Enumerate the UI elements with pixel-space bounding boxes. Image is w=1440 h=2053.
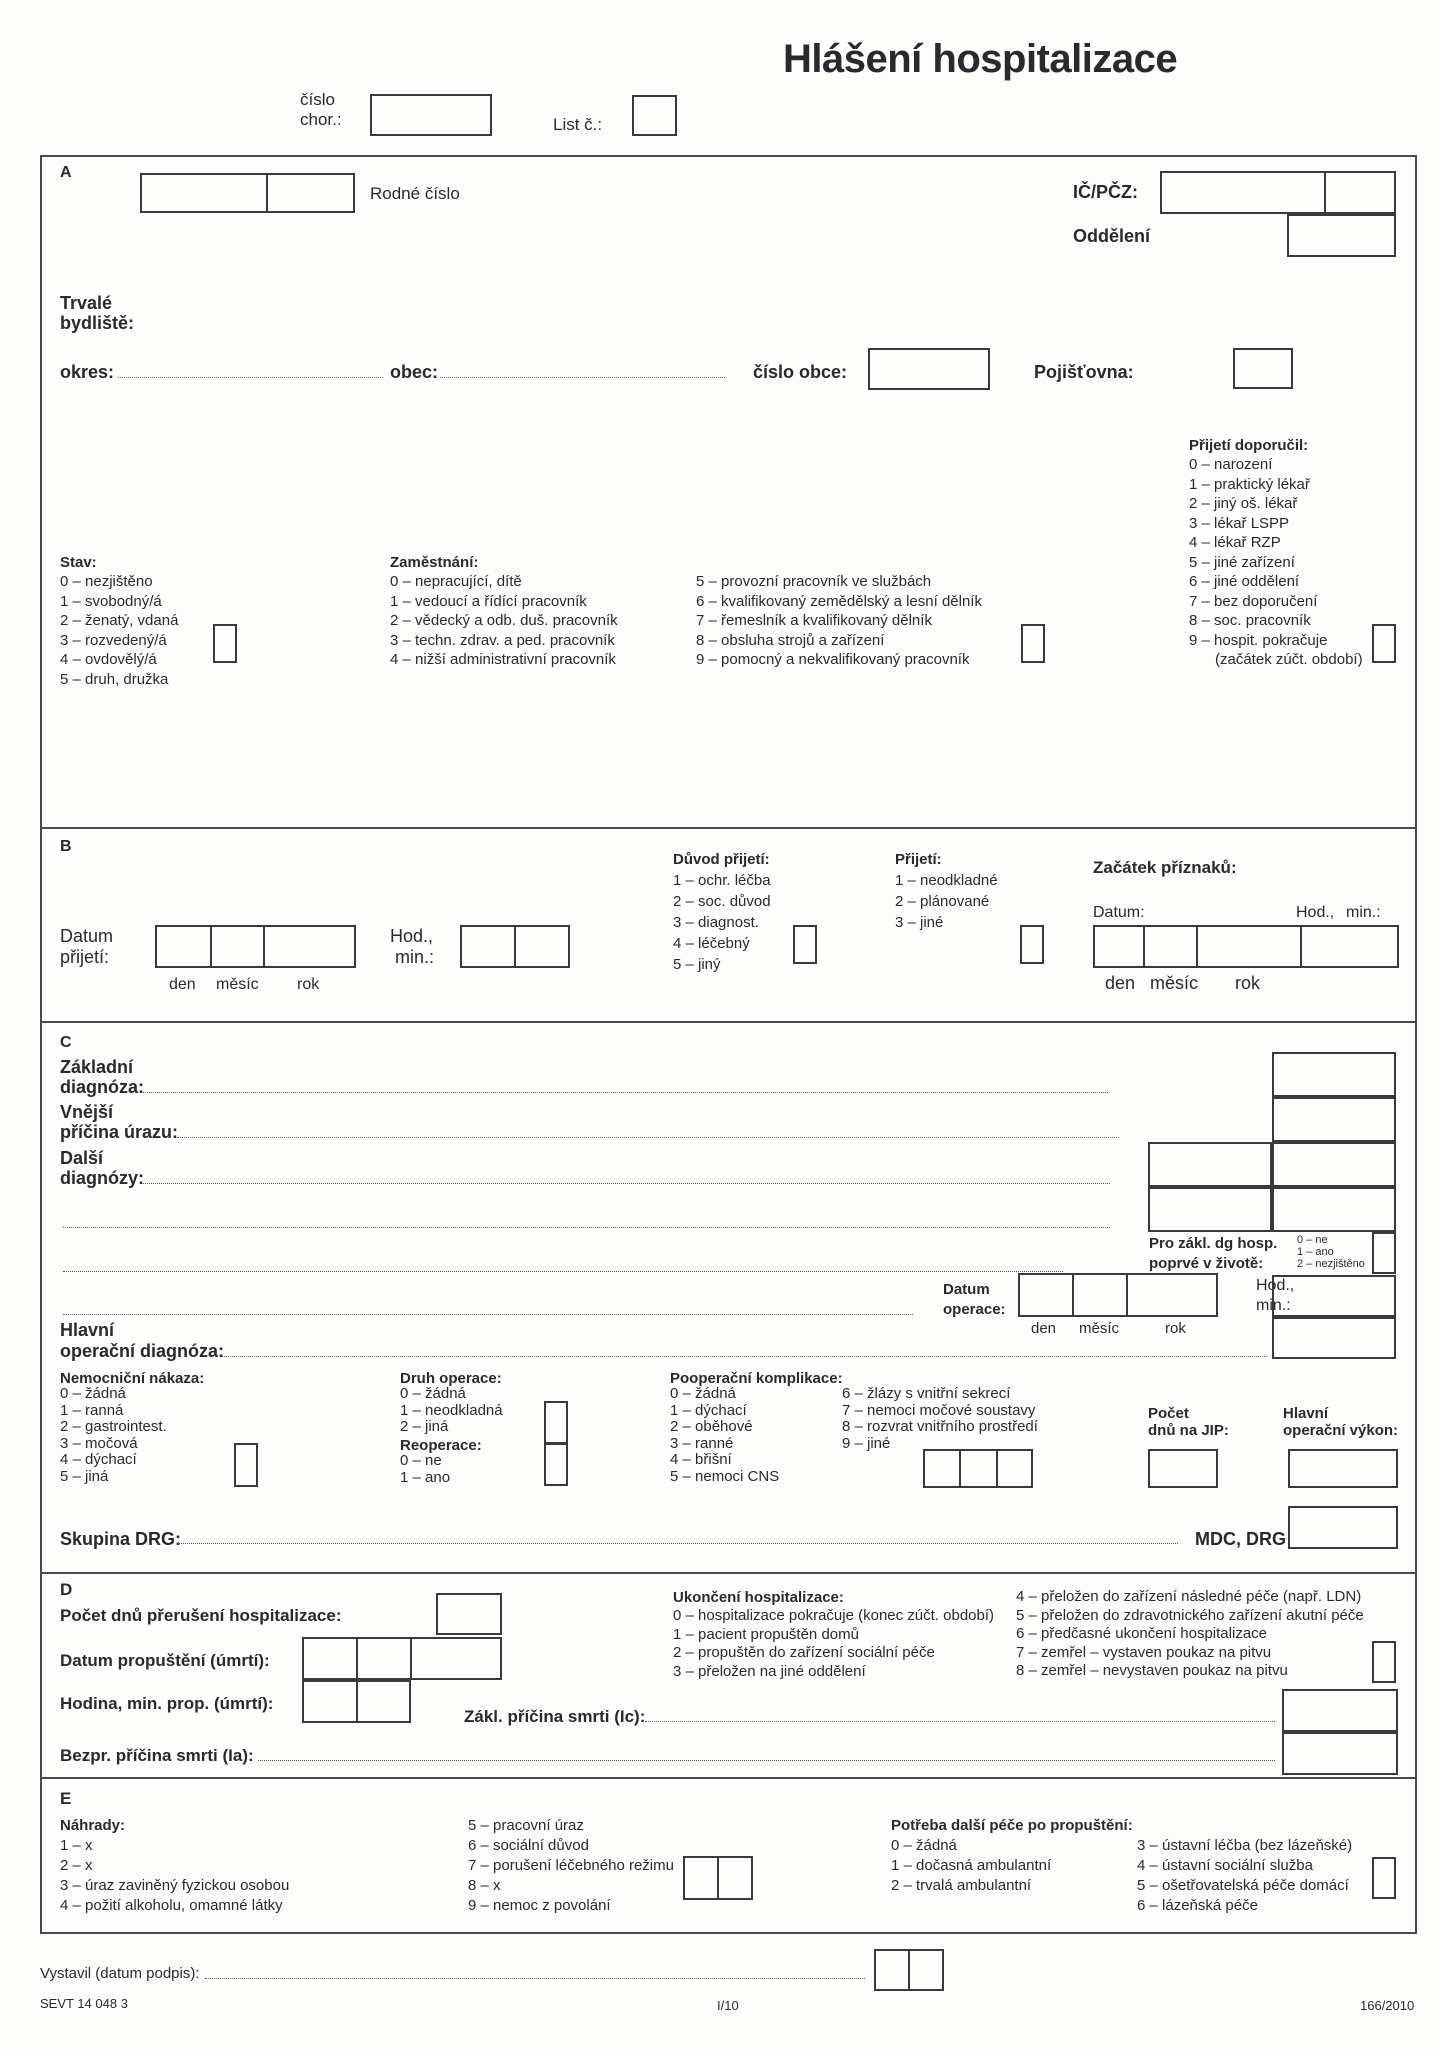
datum-operace-divider [1126, 1273, 1128, 1317]
section-c-letter: C [60, 1034, 72, 1051]
op-rok: rok [1165, 1320, 1186, 1337]
reoperace-option: 0 – ne [400, 1452, 442, 1469]
form-title: Hlášení hospitalizace [783, 37, 1178, 81]
jip-label-1: Počet [1148, 1405, 1189, 1422]
cislo-obce-field[interactable] [868, 348, 990, 390]
bezpr-line[interactable] [258, 1760, 1275, 1761]
zakladni-code-field[interactable] [1272, 1052, 1396, 1097]
pooperacni-option: 5 – nemoci CNS [670, 1467, 780, 1485]
list-field[interactable] [632, 95, 677, 136]
potreba-checkbox[interactable] [1372, 1857, 1396, 1899]
zamestnani-checkbox[interactable] [1021, 624, 1045, 663]
hlavni-op-label-2: operační diagnóza: [60, 1341, 225, 1361]
nakaza-checkbox[interactable] [234, 1443, 258, 1487]
druh-checkbox[interactable] [544, 1401, 568, 1444]
pro-zakl-option: 2 – nezjištěno [1297, 1258, 1365, 1270]
prijeti-checkbox[interactable] [1020, 925, 1044, 964]
zamestnani-option: 7 – řemeslník a kvalifikovaný dělník [696, 612, 932, 629]
obec-line[interactable] [440, 377, 725, 378]
prijeti-options [895, 870, 998, 933]
prijeti-doporucil-options [1189, 455, 1363, 670]
preruseni-field[interactable] [436, 1593, 502, 1635]
hov-field[interactable] [1288, 1449, 1398, 1488]
bezpr-label: Bezpr. příčina smrti (Ia): [60, 1746, 254, 1765]
stav-option: 0 – nezjištěno [60, 573, 153, 590]
stav-option: 5 – druh, družka [60, 670, 169, 688]
zakl-smrt-field[interactable] [1282, 1689, 1398, 1732]
mesic-label: měsíc [216, 976, 259, 993]
nakaza-option: 1 – ranná [60, 1401, 124, 1419]
op-hod-field[interactable] [1272, 1275, 1396, 1317]
prijeti-title: Přijetí: [895, 851, 942, 868]
ukonceni-option: 2 – propuštěn do zařízení sociální péče [673, 1644, 935, 1661]
hlavni-op-label-1: Hlavní [60, 1320, 115, 1340]
druh-option: 0 – žádná [400, 1385, 466, 1402]
duvod-option: 3 – diagnost. [673, 914, 759, 931]
nakaza-option: 0 – žádná [60, 1385, 126, 1402]
zamestnani-option: 3 – techn. zdrav. a ped. pracovník [390, 631, 615, 649]
duvod-option: 1 – ochr. léčba [673, 872, 771, 889]
datum-prijeti-field[interactable] [155, 925, 356, 968]
zacatek-hod-label: Hod., [1296, 904, 1335, 921]
stav-option: 2 – ženatý, vdaná [60, 612, 179, 629]
hlavni-op-line[interactable] [222, 1356, 1267, 1357]
ukonceni-option: 3 – přeložen na jiné oddělení [673, 1662, 866, 1680]
hod-label-1: Hod., [390, 926, 434, 946]
dalsi-line[interactable] [143, 1183, 1110, 1184]
section-d-letter: D [60, 1580, 73, 1599]
stav-option: 3 – rozvedený/á [60, 631, 167, 649]
zamestnani-option: 4 – nižší administrativní pracovník [390, 651, 616, 668]
prijeti-option: 5 – jiné zařízení [1189, 553, 1295, 571]
dalsi-line[interactable] [63, 1271, 1063, 1272]
cislo-chor-label-2: chor.: [300, 110, 342, 129]
reoperace-title: Reoperace: [400, 1437, 482, 1454]
datum-divider [263, 925, 265, 968]
druh-option: 1 – neodkladná [400, 1401, 503, 1419]
datum-operace-divider [1072, 1273, 1074, 1317]
nahrady-option: 2 – x [60, 1857, 93, 1874]
ukonceni-option: 7 – zemřel – vystaven poukaz na pitvu [1016, 1643, 1272, 1661]
pooperacni-title: Pooperační komplikace: [670, 1370, 843, 1387]
zacatek-label: Začátek příznaků: [1093, 858, 1237, 877]
potreba-options-left [891, 1836, 1051, 1896]
zacatek-mesic: měsíc [1150, 973, 1199, 993]
zamestnani-option: 5 – provozní pracovník ve službách [696, 573, 932, 590]
hod-divider [514, 925, 516, 968]
datum-operace-label-2: operace: [943, 1301, 1006, 1318]
vnejsi-line[interactable] [177, 1137, 1119, 1138]
nahrady-option: 3 – úraz zaviněný fyzickou osobou [60, 1877, 290, 1894]
reoperace-checkbox[interactable] [544, 1443, 568, 1486]
okres-line[interactable] [118, 377, 383, 378]
bezpr-field[interactable] [1282, 1732, 1398, 1775]
trvale-label-1: Trvalé [60, 293, 113, 313]
pro-zakl-option: 1 – ano [1297, 1246, 1334, 1258]
zakladni-label-2: diagnóza: [60, 1077, 144, 1097]
dalsi-label-1: Další [60, 1148, 104, 1168]
datum-prijeti-label-2: přijetí: [60, 947, 110, 967]
ukonceni-title: Ukončení hospitalizace: [673, 1589, 844, 1606]
pooperacni-option: 0 – žádná [670, 1385, 736, 1402]
duvod-option: 5 – jiný [673, 956, 721, 973]
zacatek-divider [1196, 925, 1198, 968]
pro-zakl-options [1297, 1234, 1365, 1270]
ukonceni-checkbox[interactable] [1372, 1641, 1396, 1683]
potreba-option: 2 – trvalá ambulantní [891, 1877, 1032, 1894]
nahrady-option: 8 – x [468, 1877, 501, 1894]
zamestnani-option: 6 – kvalifikovaný zemědělský a lesní dělník [696, 592, 982, 610]
op-min-label: min.: [1256, 1297, 1291, 1314]
prijeti-option: 4 – lékař RZP [1189, 534, 1281, 551]
op-den: den [1031, 1320, 1057, 1337]
prijeti-option: 9 – hospit. pokračuje [1189, 631, 1328, 649]
propusteni-label: Datum propuštění (úmrtí): [60, 1651, 270, 1670]
jip-field[interactable] [1148, 1449, 1218, 1488]
datum-divider [210, 925, 212, 968]
pooperacni-field[interactable] [923, 1449, 1033, 1488]
nahrady-option: 7 – porušení léčebného režimu [468, 1857, 674, 1874]
stav-option: 4 – ovdovělý/á [60, 651, 157, 668]
rok-label: rok [297, 976, 320, 993]
section-b-letter: B [60, 838, 72, 855]
zakl-smrt-line[interactable] [645, 1721, 1275, 1722]
reoperace-option: 1 – ano [400, 1468, 451, 1486]
dalsi-code-field[interactable] [1148, 1142, 1272, 1187]
den-label: den [169, 976, 196, 993]
prijeti-option: 2 – plánované [895, 893, 990, 910]
hodina-divider [356, 1680, 358, 1723]
oddeleni-label: Oddělení [1073, 226, 1151, 246]
pro-zakl-checkbox[interactable] [1372, 1232, 1396, 1274]
op-mesic: měsíc [1079, 1320, 1120, 1337]
prijeti-option: 8 – soc. pracovník [1189, 612, 1311, 629]
okres-label: okres: [60, 362, 115, 382]
vystavil-label: Vystavil (datum podpis): [40, 1965, 200, 1982]
list-label: List č.: [553, 115, 603, 134]
nahrady-option: 1 – x [60, 1837, 93, 1854]
potreba-options-right [1137, 1836, 1352, 1916]
zamestnani-option: 1 – vedoucí a řídící pracovník [390, 592, 587, 610]
potreba-option: 1 – dočasná ambulantní [891, 1857, 1052, 1874]
pojistovna-label: Pojišťovna: [1034, 362, 1134, 382]
preruseni-label: Počet dnů přerušení hospitalizace: [60, 1606, 342, 1625]
zamestnani-option: 0 – nepracující, dítě [390, 573, 522, 590]
stav-option: 1 – svobodný/á [60, 592, 162, 610]
nakaza-option: 3 – močová [60, 1434, 138, 1452]
ukonceni-option: 6 – předčasné ukončení hospitalizace [1016, 1625, 1268, 1642]
nakaza-option: 4 – dýchací [60, 1451, 137, 1468]
pooperacni-option: 9 – jiné [842, 1434, 891, 1452]
vystavil-line[interactable] [205, 1978, 865, 1979]
pooperacni-divider [996, 1449, 998, 1488]
dalsi-code-field[interactable] [1148, 1187, 1272, 1232]
zakladni-line[interactable] [143, 1092, 1108, 1093]
vnejsi-label-2: příčina úrazu: [60, 1122, 179, 1142]
ukonceni-option: 8 – zemřel – nevystaven poukaz na pitvu [1016, 1662, 1288, 1679]
reoperace-options [400, 1453, 450, 1486]
pooperacni-option: 6 – žlázy s vnitřní sekrecí [842, 1385, 1011, 1402]
rodne-cislo-divider [266, 173, 268, 213]
pro-zakl-label-1: Pro zákl. dg hosp. [1149, 1235, 1278, 1252]
op-hod-label: Hod., [1256, 1277, 1295, 1294]
sevt-code: SEVT 14 048 3 [40, 1996, 128, 2011]
duvod-options [673, 870, 771, 975]
form-code: 166/2010 [1360, 1998, 1415, 2013]
pooperacni-option: 3 – ranné [670, 1434, 734, 1452]
nakaza-options [60, 1386, 167, 1485]
duvod-checkbox[interactable] [793, 925, 817, 964]
propusteni-divider [410, 1637, 412, 1680]
zakladni-label-1: Základní [60, 1057, 134, 1077]
nakaza-option: 2 – gastrointest. [60, 1418, 167, 1435]
nahrady-option: 5 – pracovní úraz [468, 1817, 584, 1834]
potreba-option: 0 – žádná [891, 1837, 957, 1854]
pooperacni-option: 4 – břišní [670, 1451, 732, 1468]
zacatek-field[interactable] [1093, 925, 1399, 968]
prijeti-option: 2 – jiný oš. lékař [1189, 495, 1298, 512]
dalsi-label-2: diagnózy: [60, 1168, 144, 1188]
pooperacni-options-left [670, 1386, 779, 1485]
vnejsi-label-1: Vnější [60, 1102, 114, 1122]
prijeti-option: 3 – lékař LSPP [1189, 514, 1290, 532]
duvod-title: Důvod přijetí: [673, 851, 770, 868]
ukonceni-option: 0 – hospitalizace pokračuje (konec zúčt. období) [673, 1607, 995, 1624]
nahrady-title: Náhrady: [60, 1817, 126, 1834]
potreba-option: 5 – ošetřovatelská péče domácí [1137, 1877, 1349, 1894]
drg-label: Skupina DRG: [60, 1529, 182, 1549]
datum-operace-field[interactable] [1018, 1273, 1218, 1317]
pooperacni-divider [959, 1449, 961, 1488]
prijeti-doporucil-checkbox[interactable] [1372, 624, 1396, 663]
nakaza-title: Nemocniční nákaza: [60, 1370, 205, 1387]
hov-label-2: operační výkon: [1283, 1422, 1399, 1439]
oddeleni-field[interactable] [1287, 214, 1396, 257]
drg-line[interactable] [178, 1543, 1178, 1544]
obec-label: obec: [390, 362, 439, 382]
dalsi-line[interactable] [63, 1314, 913, 1315]
prijeti-option: 1 – neodkladné [895, 872, 998, 889]
druh-options [400, 1386, 503, 1436]
zacatek-min-label: min.: [1346, 904, 1381, 921]
zakl-smrt-label: Zákl. příčina smrti (Ic): [464, 1707, 646, 1726]
nahrady-option: 6 – sociální důvod [468, 1837, 589, 1854]
prijeti-option: 1 – praktický lékař [1189, 475, 1310, 493]
pooperacni-option: 7 – nemoci močové soustavy [842, 1401, 1036, 1419]
ukonceni-option: 5 – přeložen do zdravotnického zařízení akutní péče [1016, 1606, 1364, 1624]
stav-checkbox[interactable] [213, 624, 237, 663]
section-a-letter: A [60, 164, 72, 181]
potreba-title: Potřeba další péče po propuštění: [891, 1817, 1133, 1834]
zamestnani-options-left [390, 572, 618, 670]
zamestnani-option: 8 – obsluha strojů a zařízení [696, 631, 885, 649]
form-version: I/10 [717, 1998, 739, 2013]
zacatek-rok: rok [1235, 973, 1261, 993]
ukonceni-option: 4 – přeložen do zařízení následné péče (např. LDN) [1016, 1588, 1362, 1605]
zamestnani-option: 2 – vědecký a odb. duš. pracovník [390, 612, 618, 629]
datum-prijeti-label-1: Datum [60, 926, 114, 946]
cislo-obce-label: číslo obce: [753, 362, 848, 382]
ukonceni-options-right [1016, 1588, 1364, 1681]
hov-label-1: Hlavní [1283, 1405, 1329, 1422]
ic-pcz-divider [1324, 171, 1326, 214]
vnejsi-code-field[interactable] [1272, 1097, 1396, 1142]
pooperacni-options-right [842, 1386, 1038, 1452]
dalsi-code-field[interactable] [1272, 1187, 1396, 1232]
pro-zakl-label-2: poprvé v životě: [1149, 1255, 1264, 1272]
jip-label-2: dnů na JIP: [1148, 1422, 1229, 1439]
vystavil-divider [908, 1949, 910, 1991]
zacatek-divider [1300, 925, 1302, 968]
prijeti-doporucil-title: Přijetí doporučil: [1189, 437, 1309, 454]
datum-operace-label-1: Datum [943, 1281, 990, 1298]
nahrady-divider [717, 1856, 719, 1900]
zamestnani-options-right [696, 572, 982, 670]
hodina-label: Hodina, min. prop. (úmrtí): [60, 1694, 274, 1713]
propusteni-field[interactable] [302, 1637, 502, 1680]
mdc-drg-field[interactable] [1288, 1506, 1398, 1549]
propusteni-divider [356, 1637, 358, 1680]
prijeti-option: (začátek zúčt. období) [1215, 651, 1363, 668]
potreba-option: 4 – ústavní sociální služba [1137, 1857, 1313, 1874]
section-e-letter: E [60, 1789, 72, 1808]
druh-title: Druh operace: [400, 1370, 502, 1387]
ic-pcz-field[interactable] [1160, 171, 1396, 214]
trvale-label-2: bydliště: [60, 313, 135, 333]
dalsi-line[interactable] [63, 1227, 1110, 1228]
prijeti-option: 3 – jiné [895, 914, 944, 931]
pooperacni-option: 8 – rozvrat vnitřního prostředí [842, 1418, 1038, 1435]
druh-option: 2 – jiná [400, 1418, 449, 1435]
potreba-option: 3 – ústavní léčba (bez lázeňské) [1137, 1837, 1353, 1854]
duvod-option: 2 – soc. důvod [673, 893, 771, 910]
duvod-option: 4 – léčebný [673, 935, 750, 952]
nahrady-options-right [468, 1816, 674, 1916]
stav-options [60, 572, 178, 689]
ukonceni-options-left [673, 1607, 994, 1681]
ukonceni-option: 1 – pacient propuštěn domů [673, 1625, 859, 1643]
prijeti-option: 6 – jiné oddělení [1189, 573, 1300, 590]
pooperacni-option: 2 – oběhové [670, 1418, 753, 1435]
zacatek-divider [1143, 925, 1145, 968]
dalsi-code-field[interactable] [1272, 1142, 1396, 1187]
pooperacni-option: 1 – dýchací [670, 1401, 747, 1419]
rodne-cislo-field[interactable] [140, 173, 355, 213]
ic-pcz-label: IČ/PČZ: [1073, 182, 1138, 202]
hod-label-2: min.: [395, 947, 435, 967]
zacatek-datum-label: Datum: [1093, 904, 1145, 921]
mdc-drg-label: MDC, DRG [1195, 1529, 1286, 1549]
rodne-cislo-label: Rodné číslo [370, 184, 460, 203]
pojistovna-field[interactable] [1233, 348, 1293, 389]
potreba-option: 6 – lázeňská péče [1137, 1897, 1258, 1914]
prijeti-option: 7 – bez doporučení [1189, 592, 1318, 610]
zamestnani-option: 9 – pomocný a nekvalifikovaný pracovník [696, 651, 970, 668]
nahrady-option: 9 – nemoc z povolání [468, 1897, 611, 1914]
pro-zakl-option: 0 – ne [1297, 1234, 1328, 1246]
stav-title: Stav: [60, 554, 97, 571]
zamestnani-title: Zaměstnání: [390, 554, 479, 571]
nahrady-option: 4 – požití alkoholu, omamné látky [60, 1897, 283, 1914]
hlavni-op-dg-field[interactable] [1272, 1317, 1396, 1359]
nakaza-option: 5 – jiná [60, 1467, 109, 1485]
zacatek-den: den [1105, 973, 1136, 993]
nahrady-options-left [60, 1836, 289, 1916]
cislo-chor-field[interactable] [370, 94, 492, 136]
cislo-chor-label-1: číslo [300, 90, 335, 109]
prijeti-option: 0 – narození [1189, 456, 1273, 473]
